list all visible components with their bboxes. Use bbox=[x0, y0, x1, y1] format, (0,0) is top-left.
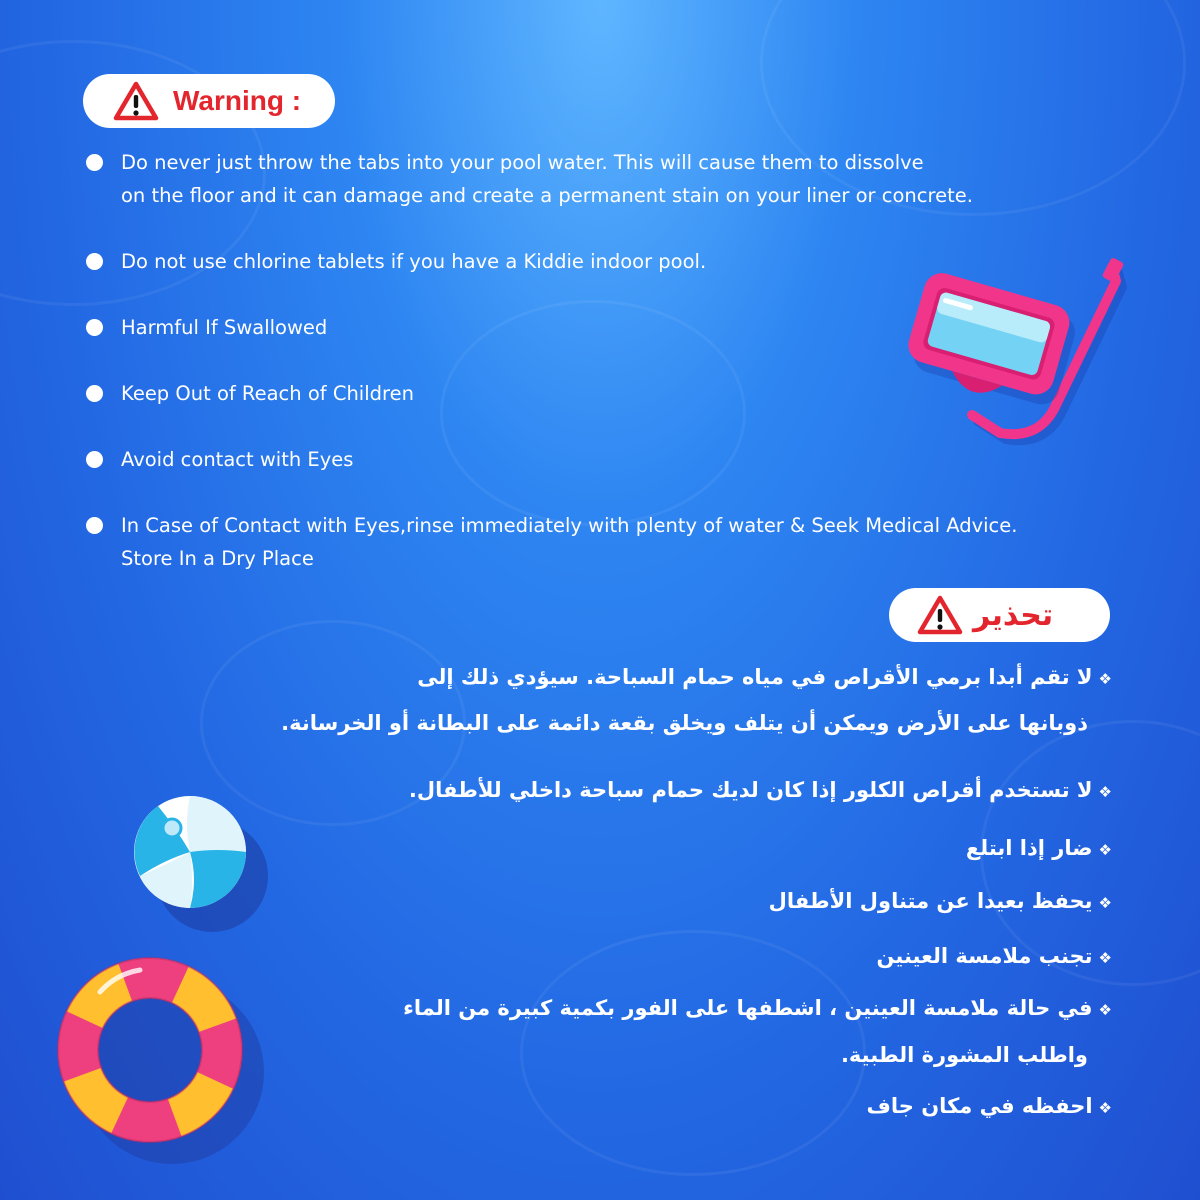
warning-item-ar-text: يحفظ بعيدا عن متناول الأطفال bbox=[768, 889, 1093, 913]
diamond-bullet-icon: ❖ bbox=[1098, 1001, 1112, 1019]
warning-item-line: Keep Out of Reach of Children bbox=[121, 382, 414, 405]
diamond-bullet-icon: ❖ bbox=[1098, 894, 1112, 912]
bullet-dot bbox=[86, 253, 103, 270]
diamond-bullet-icon: ❖ bbox=[1098, 783, 1112, 801]
warning-title-en: Warning : bbox=[173, 85, 302, 116]
water-caustic bbox=[520, 930, 866, 1176]
diamond-bullet-icon: ❖ bbox=[1098, 949, 1112, 967]
warning-item-en bbox=[121, 443, 353, 476]
swim-ring-icon bbox=[40, 940, 270, 1170]
warning-item-ar bbox=[841, 1040, 1088, 1070]
bullet-dot bbox=[86, 517, 103, 534]
warning-item-line: In Case of Contact with Eyes,rinse immediately with plenty of water & Seek Medical Advice. bbox=[121, 514, 1018, 537]
warning-item-ar bbox=[409, 775, 1112, 807]
bullet-dot bbox=[86, 451, 103, 468]
diamond-bullet-icon: ❖ bbox=[1098, 670, 1112, 688]
warning-item-ar bbox=[281, 708, 1088, 738]
warning-item-ar-text: لا تستخدم أقراص الكلور إذا كان لديك حمام سباحة داخلي للأطفال. bbox=[408, 778, 1093, 802]
bullet-dot bbox=[86, 385, 103, 402]
warning-badge-ar bbox=[889, 588, 1110, 642]
water-caustic bbox=[440, 300, 746, 526]
warning-item-ar-text: احفظه في مكان جاف bbox=[866, 1094, 1093, 1118]
warning-item-line: Avoid contact with Eyes bbox=[121, 448, 354, 471]
warning-item-line: Harmful If Swallowed bbox=[121, 316, 328, 339]
warning-item-line: Do never just throw the tabs into your pool water. This will cause them to dissolve bbox=[121, 151, 924, 174]
warning-item-line: Store In a Dry Place bbox=[121, 547, 314, 570]
warning-triangle-icon bbox=[917, 595, 963, 635]
warning-item-ar-text: ذوبانها على الأرض ويمكن أن يتلف ويخلق بقعة دائمة على البطانة أو الخرسانة. bbox=[281, 711, 1088, 735]
diamond-bullet-icon: ❖ bbox=[1098, 841, 1112, 859]
warning-item-ar bbox=[403, 993, 1112, 1025]
warning-item-ar-text: في حالة ملامسة العينين ، اشطفها على الفور بكمية كبيرة من الماء bbox=[403, 996, 1093, 1020]
warning-item-ar bbox=[867, 1091, 1112, 1123]
warning-item-ar bbox=[966, 833, 1112, 865]
diamond-bullet-icon: ❖ bbox=[1098, 1099, 1112, 1117]
warning-item-line: on the floor and it can damage and create a permanent stain on your liner or concrete. bbox=[121, 184, 973, 207]
warning-item-ar-text: تجنب ملامسة العينين bbox=[876, 944, 1093, 968]
warning-item-en bbox=[121, 377, 414, 410]
warning-item-ar-text: ضار إذا ابتلع bbox=[965, 836, 1093, 860]
bullet-dot bbox=[86, 319, 103, 336]
warning-triangle-icon bbox=[113, 81, 159, 121]
warning-badge-en bbox=[83, 74, 335, 128]
warning-item-ar bbox=[769, 886, 1112, 918]
warning-item-en bbox=[121, 146, 973, 212]
warning-item-ar bbox=[417, 662, 1112, 694]
snorkel-mask-icon bbox=[880, 255, 1140, 455]
warning-item-en bbox=[121, 245, 706, 278]
bullet-dot bbox=[86, 154, 103, 171]
warning-item-ar-text: لا تقم أبدا برمي الأقراص في مياه حمام السباحة. سيؤدي ذلك إلى bbox=[417, 665, 1093, 689]
beach-ball-icon bbox=[128, 788, 278, 938]
warning-title-ar: تحذير bbox=[973, 597, 1054, 633]
warning-item-en bbox=[121, 509, 1017, 575]
warning-item-ar bbox=[876, 941, 1112, 973]
warning-item-en bbox=[121, 311, 327, 344]
warning-item-ar-text: واطلب المشورة الطبية. bbox=[840, 1043, 1088, 1067]
warning-item-line: Do not use chlorine tablets if you have a Kiddie indoor pool. bbox=[121, 250, 707, 273]
